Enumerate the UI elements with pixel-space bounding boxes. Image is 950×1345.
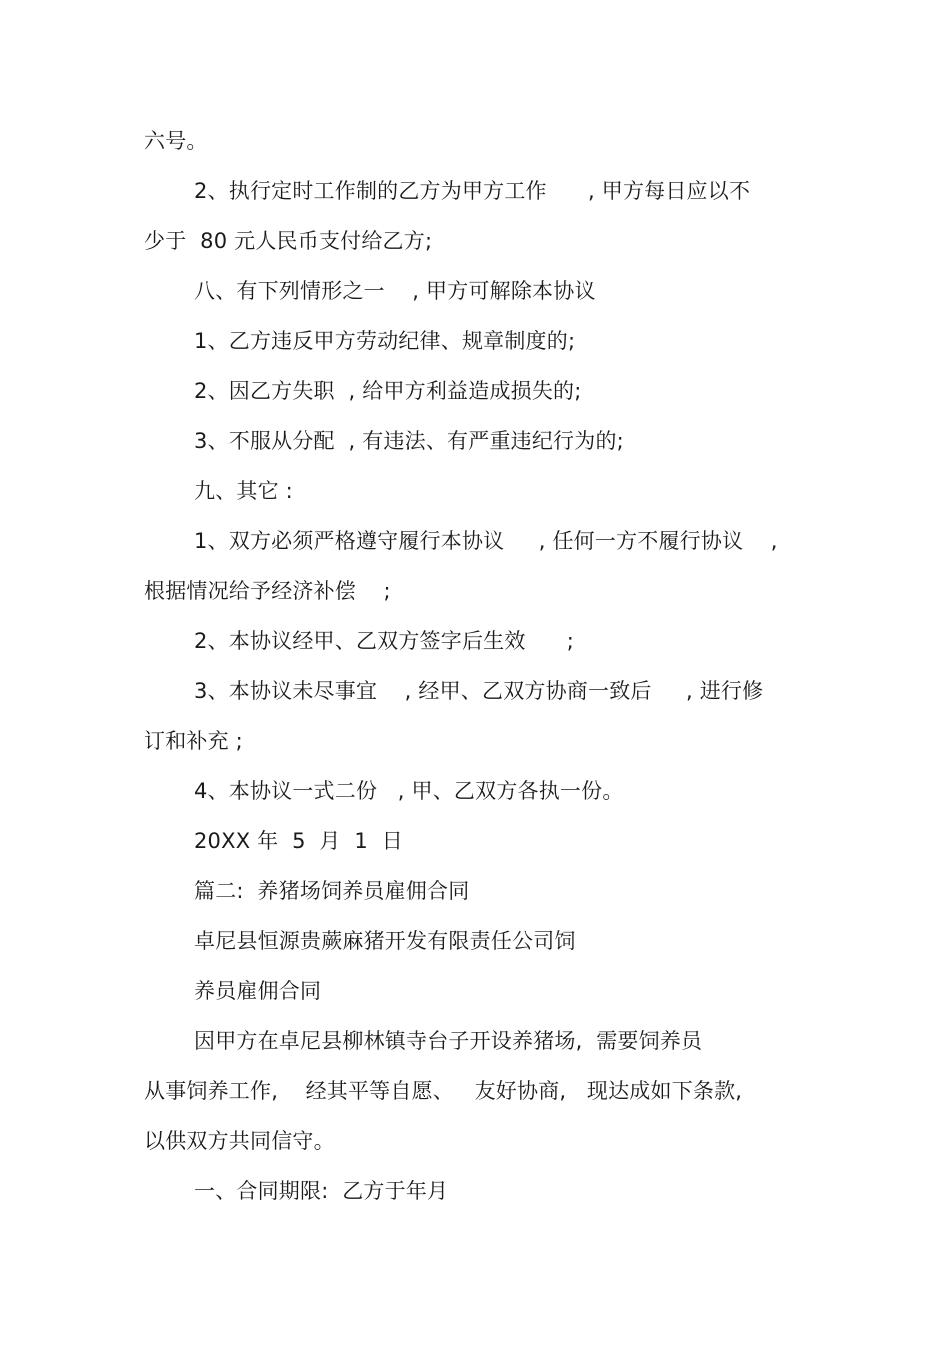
text-line-22: 一、合同期限: 乙方于年月 (194, 1179, 449, 1203)
text-line-2: 2、执行定时工作制的乙方为甲方工作 , 甲方每日应以不 (194, 179, 751, 203)
text-line-1: 六号。 (144, 129, 208, 153)
text-line-5: 1、乙方违反甲方劳动纪律、规章制度的; (194, 329, 576, 353)
text-line-17: 卓尼县恒源贵蕨麻猪开发有限责任公司饲 (194, 929, 576, 953)
text-line-9: 1、双方必须严格遵守履行本协议 , 任何一方不履行协议 , (194, 529, 778, 553)
text-line-20: 从事饲养工作, 经其平等自愿、 友好协商, 现达成如下条款, (144, 1079, 743, 1103)
text-line-15: 20XX 年 5 月 1 日 (194, 829, 403, 853)
text-line-21: 以供双方共同信守。 (144, 1129, 335, 1153)
text-line-7: 3、不服从分配 , 有违法、有严重违纪行为的; (194, 429, 624, 453)
text-line-10: 根据情况给予经济补偿 ; (144, 579, 391, 603)
text-line-14: 4、本协议一式二份 , 甲、乙双方各执一份。 (194, 779, 624, 803)
text-line-4: 八、有下列情形之一 , 甲方可解除本协议 (194, 279, 596, 303)
text-line-12: 3、本协议未尽事宜 , 经甲、乙双方协商一致后 , 进行修 (194, 679, 764, 703)
text-line-16: 篇二: 养猪场饲养员雇佣合同 (194, 879, 470, 903)
text-line-19: 因甲方在卓尼县柳林镇寺台子开设养猪场, 需要饲养员 (194, 1029, 703, 1053)
text-line-3: 少于 80 元人民币支付给乙方; (144, 229, 433, 253)
text-line-13: 订和补充 ; (144, 729, 243, 753)
text-line-6: 2、因乙方失职 , 给甲方利益造成损失的; (194, 379, 582, 403)
text-line-8: 九、其它 : (194, 479, 293, 503)
text-line-11: 2、本协议经甲、乙双方签字后生效 ; (194, 629, 575, 653)
text-line-18: 养员雇佣合同 (194, 979, 322, 1003)
